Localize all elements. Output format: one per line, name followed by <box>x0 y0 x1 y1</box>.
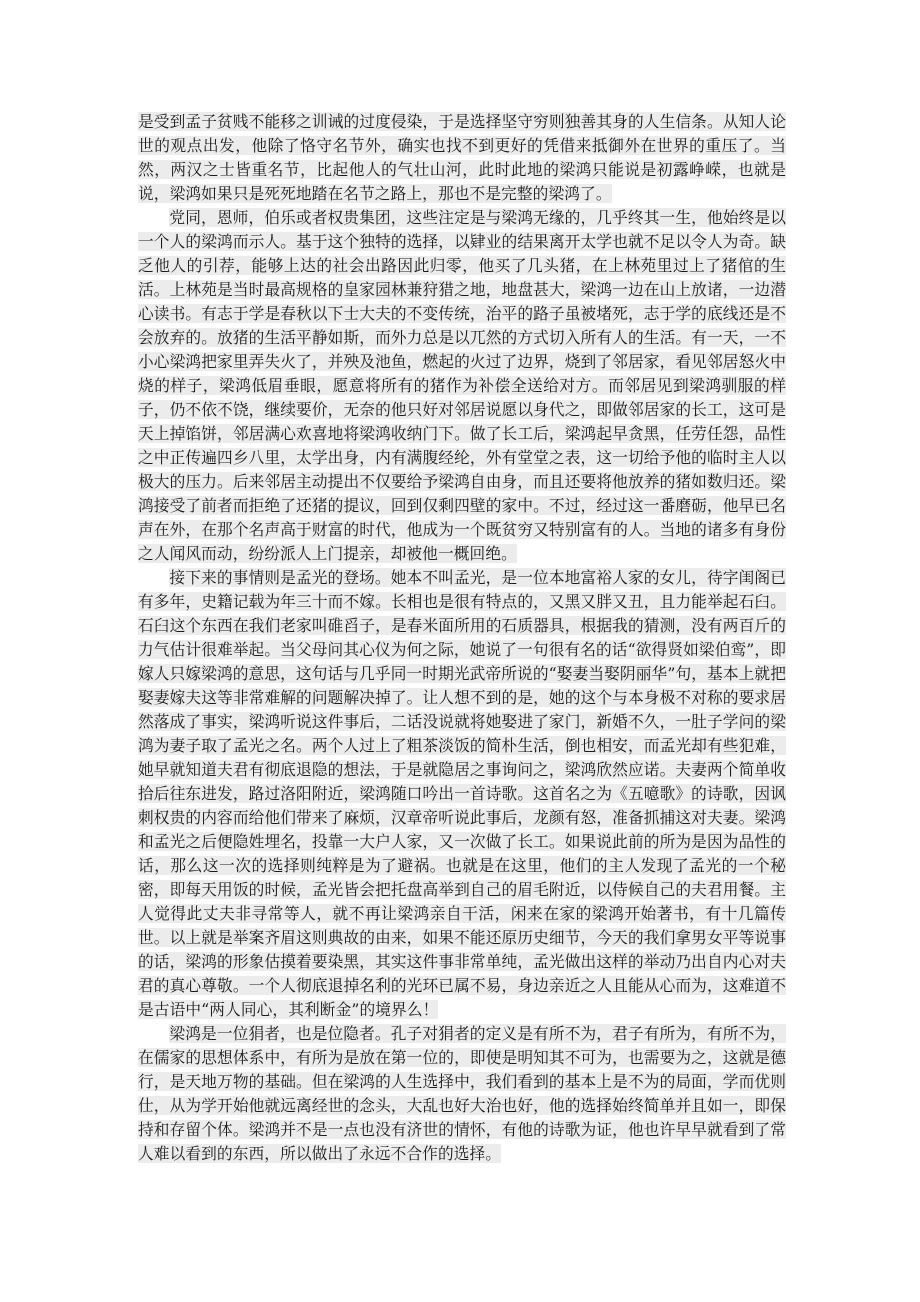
document-body <box>138 110 786 1166</box>
paragraph-4 <box>138 1022 786 1166</box>
paragraph-3 <box>138 566 786 1022</box>
paragraph-1 <box>138 110 786 206</box>
paragraph-4-text: 梁鸿是一位狷者，也是位隐者。孔子对狷者的定义是有所不为，君子有所为，有所不为，在儒家的思想体系中，有所为是放在第一位的，即使是明知其不可为，也需要为之，这就是德行，是天地万物的基础。但在梁鸿的人生选择中，我们看到的基本上是不为的局面，学而优则仕，从为学开始他就远离经世的念头，大乱也好大治也好，他的选择始终简单并且如一，即保持和存留个体。梁鸿并不是一点也没有济世的情怀，有他的诗歌为证，他也许早早就看到了常人难以看到的东西，所以做出了永远不合作的选择。 <box>138 1024 786 1163</box>
paragraph-1-text: 是受到孟子贫贱不能移之训诫的过度侵染，于是选择坚守穷则独善其身的人生信条。从知人论世的观点出发，他除了恪守名节外，确实也找不到更好的凭借来抵御外在世界的重压了。当然，两汉之士皆重名节，比起他人的气壮山河，此时此地的梁鸿只能说是初露峥嵘，也就是说，梁鸿如果只是死死地踏在名节之路上，那也不是完整的梁鸿了。 <box>138 112 786 203</box>
paragraph-2-text: 党同，恩师，伯乐或者权贵集团，这些注定是与梁鸿无缘的，几乎终其一生，他始终是以一个人的梁鸿而示人。基于这个独特的选择，以肄业的结果离开太学也就不足以令人为奇。缺乏他人的引荐，能够上达的社会出路因此归零，他买了几头猪，在上林苑里过上了猪倌的生活。上林苑是当时最高规格的皇家园林兼狩猎之地，地盘甚大，梁鸿一边在山上放诸，一边潜心读书。有志于学是春秋以下士大夫的不变传统，治平的路子虽被堵死，志于学的底线还是不会放弃的。放猪的生活平静如斯，而外力总是以兀然的方式切入所有人的生活。有一天，一不小心梁鸿把家里弄失火了，并殃及池鱼，燃起的火过了边界，烧到了邻居家，看见邻居怒火中烧的样子，梁鸿低眉垂眼，愿意将所有的猪作为补偿全送给对方。而邻居见到梁鸿驯服的样子，仍不依不饶，继续要价，无奈的他只好对邻居说愿以身代之，即做邻居家的长工，这可是天上掉馅饼，邻居满心欢喜地将梁鸿收纳门下。做了长工后，梁鸿起早贪黑，任劳任怨，品性之中正传遍四乡八里，太学出身，内有满腹经纶，外有堂堂之表，这一切给予他的临时主人以极大的压力。后来邻居主动提出不仅要给予梁鸿自由身，而且还要将他放养的猪如数归还。梁鸿接受了前者而拒绝了还猪的提议，回到仅剩四壁的家中。不过，经过这一番磨砺，他早已名声在外，在那个名声高于财富的时代，他成为一个既贫穷又特别富有的人。当地的诸多有身份之人闻风而动，纷纷派人上门提亲，却被他一概回绝。 <box>138 208 786 563</box>
paragraph-3-text: 接下来的事情则是孟光的登场。她本不叫孟光，是一位本地富裕人家的女儿，待字闺阁已有多年，史籍记载为年三十而不嫁。长相也是很有特点的，又黑又胖又丑，且力能举起石臼。石臼这个东西在我们老家叫碓舀子，是春米面所用的石质器具，根据我的猜测，没有两百斤的力气估计很难举起。当父母问其心仪为何之际，她说了一句很有名的话“欲得贤如梁伯鸾”，即嫁人只嫁梁鸿的意思，这句话与几乎同一时期光武帝所说的“娶妻当娶阴丽华”句，基本上就把娶妻嫁夫这等非常难解的问题解决掉了。让人想不到的是，她的这个与本身极不对称的要求居然落成了事实，梁鸿听说这件事后，二话没说就将她娶进了家门，新婚不久，一肚子学问的梁鸿为妻子取了孟光之名。两个人过上了粗茶淡饭的简朴生活，倒也相安，而孟光却有些犯难，她早就知道夫君有彻底退隐的想法，于是就隐居之事询问之，梁鸿欣然应诺。夫妻两个简单收拾后往东进发，路过洛阳附近，梁鸿随口吟出一首诗歌。这首名之为《五噫歌》的诗歌，因讽刺权贵的内容而给他们带来了麻烦，汉章帝听说此事后，龙颜有怒，准备抓捕这对夫妻。梁鸿和孟光之后便隐姓埋名，投靠一大户人家，又一次做了长工。如果说此前的所为是因为品性的话，那么这一次的选择则纯粹是为了避祸。也就是在这里，他们的主人发现了孟光的一个秘密，即每天用饭的时候，孟光皆会把托盘高举到自己的眉毛附近，以侍候自己的夫君用餐。主人觉得此丈夫非寻常等人，就不再让梁鸿亲自干活，闲来在家的梁鸿开始著书，有十几篇传世。以上就是举案齐眉这则典故的由来，如果不能还原历史细节，今天的我们拿男女平等说事的话，梁鸿的形象估摸着要染黑，其实这件事非常单纯，孟光做出这样的举动乃出自内心对夫君的真心尊敬。一个人彻底退掉名利的光环已属不易，身边亲近之人且能从心而为，这难道不是古语中“两人同心，其利断金”的境界么！ <box>138 568 786 1019</box>
paragraph-2 <box>138 206 786 566</box>
